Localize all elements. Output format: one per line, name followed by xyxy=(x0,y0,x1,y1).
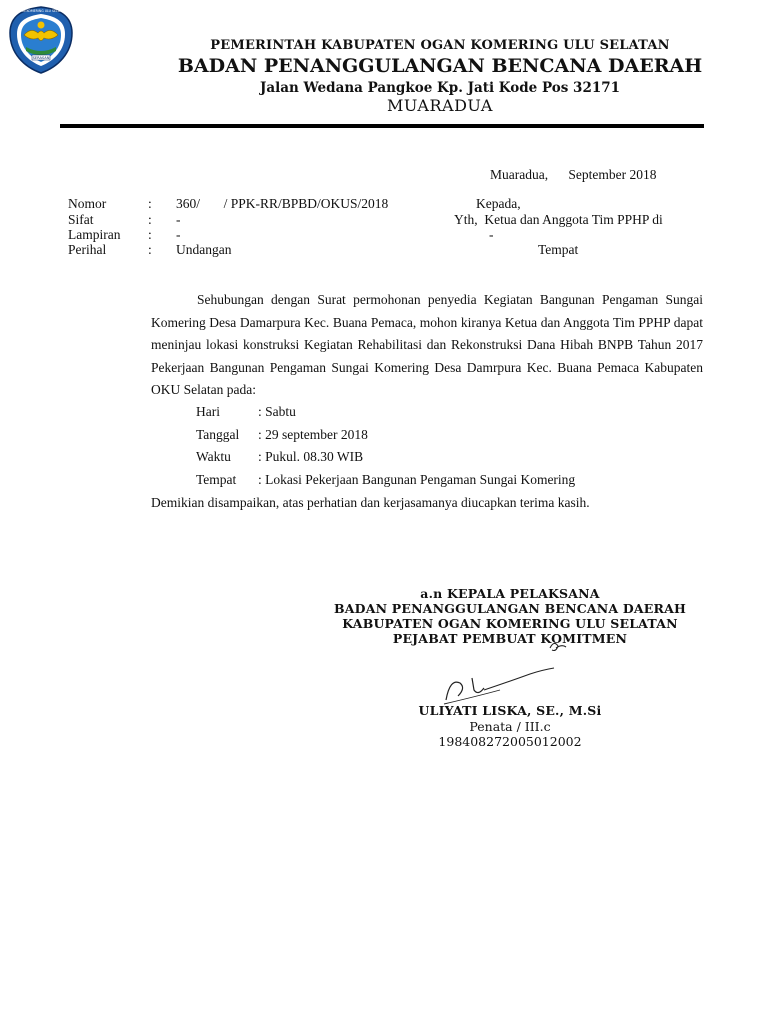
perihal-label: Perihal xyxy=(68,242,107,257)
signer-nip: 198408272005012002 xyxy=(438,734,582,749)
sifat-colon: : xyxy=(148,212,152,227)
detail-value-tempat: : Lokasi Pekerjaan Bangunan Pengaman Sungai Komering xyxy=(258,472,576,487)
svg-text:SERASAN: SERASAN xyxy=(32,56,50,61)
recipient-tempat: Tempat xyxy=(538,242,579,257)
signature-on-behalf: a.n KEPALA PELAKSANA xyxy=(420,586,600,601)
recipient-dash: - xyxy=(489,227,494,242)
letterhead-government-line: PEMERINTAH KABUPATEN OGAN KOMERING ULU SELATAN xyxy=(210,38,670,53)
nomor-colon: : xyxy=(148,196,152,211)
svg-text:OGAN KOMERING ULU SELATAN: OGAN KOMERING ULU SELATAN xyxy=(15,9,67,14)
place-date: Muaradua, September 2018 xyxy=(490,167,657,182)
detail-label-tempat: Tempat xyxy=(196,472,237,487)
sifat-value: - xyxy=(176,212,181,227)
signature-position: PEJABAT PEMBUAT KOMITMEN xyxy=(392,631,628,646)
signature-agency: BADAN PENANGGULANGAN BENCANA DAERAH xyxy=(334,601,686,616)
signer-rank: Penata / III.c xyxy=(469,719,551,734)
detail-value-waktu: : Pukul. 08.30 WIB xyxy=(258,449,364,464)
regency-emblem-logo xyxy=(6,5,76,75)
letterhead-city: MUARADUA xyxy=(387,96,493,115)
recipient-kepada: Kepada, xyxy=(476,196,521,211)
letter-body-paragraph: Sehubungan dengan Surat permohonan penyedia Kegiatan Bangunan Pengaman Sungai Komering Desa Damarpura Kec. Buana Pemaca, mohon kiranya Ketua dan Anggota Tim PPHP dapat meninjau lokasi konstruksi Kegiatan Rehabilitasi dan Rekonstruksi Dana Hibah BNPB Tahun 2017 Pekerjaan Bangunan Pengaman Sungai Komering Desa Damrpura Kec. Buana Pemaca Kabupaten OKU Selatan pada: xyxy=(151,292,703,398)
letterhead-address: Jalan Wedana Pangkoe Kp. Jati Kode Pos 32171 xyxy=(259,80,621,96)
lampiran-value: - xyxy=(176,227,181,242)
detail-label-hari: Hari xyxy=(196,404,220,419)
detail-value-hari: : Sabtu xyxy=(258,404,296,419)
detail-label-waktu: Waktu xyxy=(196,449,231,464)
closing-sentence: Demikian disampaikan, atas perhatian dan kerjasamanya diucapkan terima kasih. xyxy=(151,495,590,510)
letterhead-agency-name: BADAN PENANGGULANGAN BENCANA DAERAH xyxy=(177,55,703,77)
lampiran-label: Lampiran xyxy=(68,227,121,242)
lampiran-colon: : xyxy=(148,227,152,242)
nomor-label: Nomor xyxy=(68,196,107,211)
nomor-value: 360/ / PPK-RR/BPBD/OKUS/2018 xyxy=(176,196,389,211)
sifat-label: Sifat xyxy=(68,212,94,227)
signature-regency: KABUPATEN OGAN KOMERING ULU SELATAN xyxy=(342,616,678,631)
recipient-yth: Yth, Ketua dan Anggota Tim PPHP di xyxy=(454,212,663,227)
signer-name: ULIYATI LISKA, SE., M.Si xyxy=(418,703,602,718)
detail-label-tanggal: Tanggal xyxy=(196,427,240,442)
perihal-colon: : xyxy=(148,242,152,257)
handwritten-signature xyxy=(438,638,578,708)
letterhead-divider xyxy=(60,124,704,128)
detail-value-tanggal: : 29 september 2018 xyxy=(258,427,368,442)
perihal-value: Undangan xyxy=(176,242,232,257)
